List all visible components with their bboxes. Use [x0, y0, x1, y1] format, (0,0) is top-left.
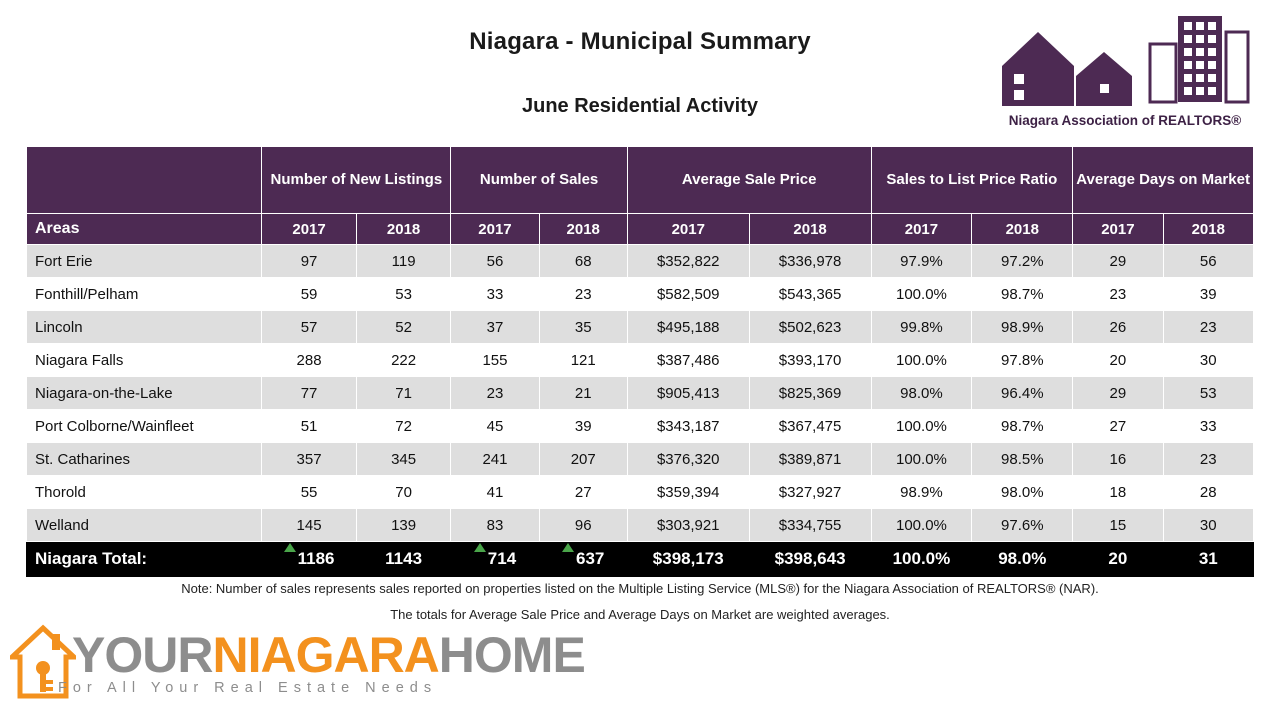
cell: 222: [356, 344, 451, 377]
cell: 35: [539, 311, 627, 344]
cell: $543,365: [749, 278, 871, 311]
total-value: 1186: [297, 549, 335, 568]
total-cell: $398,643: [749, 542, 871, 577]
nar-logo-caption: Niagara Association of REALTORS®: [1008, 113, 1242, 128]
cell: 98.7%: [972, 278, 1073, 311]
cell: 56: [1163, 245, 1253, 278]
cell: $327,927: [749, 476, 871, 509]
cell: $389,871: [749, 443, 871, 476]
header-year-ratio-2017: 2017: [871, 214, 972, 245]
cell: 100.0%: [871, 443, 972, 476]
total-cell: 20: [1073, 542, 1163, 577]
cell: 30: [1163, 509, 1253, 542]
cell: $393,170: [749, 344, 871, 377]
cell: 100.0%: [871, 410, 972, 443]
up-triangle-icon: [284, 543, 296, 552]
cell: $367,475: [749, 410, 871, 443]
cell: 70: [356, 476, 451, 509]
brand-word-niagara: NIAGARA: [212, 627, 439, 683]
cell: $502,623: [749, 311, 871, 344]
header-year-dom-2018: 2018: [1163, 214, 1253, 245]
cell: 207: [539, 443, 627, 476]
cell: 45: [451, 410, 539, 443]
cell: $336,978: [749, 245, 871, 278]
cell: $343,187: [627, 410, 749, 443]
header-year-sales-2017: 2017: [451, 214, 539, 245]
cell: 33: [1163, 410, 1253, 443]
total-cell: [451, 542, 539, 577]
cell: 52: [356, 311, 451, 344]
brand-word-your: YOUR: [72, 627, 213, 683]
row-area-label: Port Colborne/Wainfleet: [27, 410, 262, 443]
nar-logo: [1000, 10, 1250, 130]
cell: 97.6%: [972, 509, 1073, 542]
up-triangle-icon: [474, 543, 486, 552]
row-area-label: St. Catharines: [27, 443, 262, 476]
brand-wordmark: [72, 626, 585, 684]
header-year-ratio-2018: 2018: [972, 214, 1073, 245]
up-triangle-icon: [562, 543, 574, 552]
cell: 55: [262, 476, 357, 509]
cell: 96.4%: [972, 377, 1073, 410]
cell: 29: [1073, 245, 1163, 278]
cell: 59: [262, 278, 357, 311]
table-group-header-row: [27, 147, 1254, 214]
cell: 100.0%: [871, 509, 972, 542]
row-area-label: Niagara-on-the-Lake: [27, 377, 262, 410]
cell: 357: [262, 443, 357, 476]
header-year-listings-2017: 2017: [262, 214, 357, 245]
header-year-dom-2017: 2017: [1073, 214, 1163, 245]
cell: 98.5%: [972, 443, 1073, 476]
page-subtitle: June Residential Activity: [522, 95, 758, 117]
table-row: [27, 410, 1254, 443]
cell: 97: [262, 245, 357, 278]
table-row: [27, 344, 1254, 377]
header-year-listings-2018: 2018: [356, 214, 451, 245]
table-row: [27, 245, 1254, 278]
table-row: [27, 509, 1254, 542]
cell: 30: [1163, 344, 1253, 377]
cell: $376,320: [627, 443, 749, 476]
cell: 98.9%: [972, 311, 1073, 344]
cell: 53: [1163, 377, 1253, 410]
row-area-label: Fonthill/Pelham: [27, 278, 262, 311]
cell: 68: [539, 245, 627, 278]
header-areas: Areas: [27, 214, 262, 245]
note-line-1: Note: Number of sales represents sales reported on properties listed on the Multiple Listing Service (MLS®) for the Niagara Association of REALTORS® (NAR).: [181, 581, 1099, 596]
note-line-2: The totals for Average Sale Price and Average Days on Market are weighted averages.: [390, 607, 890, 622]
cell: $303,921: [627, 509, 749, 542]
cell: $387,486: [627, 344, 749, 377]
cell: 139: [356, 509, 451, 542]
cell: 16: [1073, 443, 1163, 476]
table-row: [27, 443, 1254, 476]
cell: 27: [1073, 410, 1163, 443]
cell: 288: [262, 344, 357, 377]
cell: 23: [539, 278, 627, 311]
cell: 98.0%: [972, 476, 1073, 509]
row-area-label: Lincoln: [27, 311, 262, 344]
cell: 51: [262, 410, 357, 443]
nar-logo-graphic: [1000, 10, 1250, 116]
row-area-label: Thorold: [27, 476, 262, 509]
cell: $905,413: [627, 377, 749, 410]
group-header-average-sale-price: Average Sale Price: [627, 147, 871, 214]
cell: 23: [1163, 311, 1253, 344]
group-header-sales-to-list-ratio: Sales to List Price Ratio: [871, 147, 1073, 214]
cell: 145: [262, 509, 357, 542]
cell: 97.9%: [871, 245, 972, 278]
cell: $825,369: [749, 377, 871, 410]
cell: 39: [539, 410, 627, 443]
cell: 345: [356, 443, 451, 476]
cell: 23: [1073, 278, 1163, 311]
total-cell: [539, 542, 627, 577]
total-cell: [262, 542, 357, 577]
cell: 33: [451, 278, 539, 311]
total-cell: 1143: [356, 542, 451, 577]
cell: 56: [451, 245, 539, 278]
group-header-number-of-sales: Number of Sales: [451, 147, 627, 214]
page-title: Niagara - Municipal Summary: [469, 28, 811, 55]
total-cell: 31: [1163, 542, 1253, 577]
cell: 26: [1073, 311, 1163, 344]
cell: 23: [1163, 443, 1253, 476]
row-area-label: Welland: [27, 509, 262, 542]
cell: 98.9%: [871, 476, 972, 509]
cell: 119: [356, 245, 451, 278]
cell: 27: [539, 476, 627, 509]
header-year-price-2017: 2017: [627, 214, 749, 245]
cell: 20: [1073, 344, 1163, 377]
cell: 98.0%: [871, 377, 972, 410]
table-row: [27, 476, 1254, 509]
group-header-new-listings: Number of New Listings: [262, 147, 451, 214]
cell: $359,394: [627, 476, 749, 509]
cell: $352,822: [627, 245, 749, 278]
cell: 29: [1073, 377, 1163, 410]
total-value: 637: [576, 549, 605, 568]
group-header-average-days-on-market: Average Days on Market: [1073, 147, 1254, 214]
cell: 96: [539, 509, 627, 542]
total-label: Niagara Total:: [27, 542, 262, 577]
total-cell: 100.0%: [871, 542, 972, 577]
cell: 97.2%: [972, 245, 1073, 278]
cell: 39: [1163, 278, 1253, 311]
cell: 21: [539, 377, 627, 410]
cell: 83: [451, 509, 539, 542]
table-total-row: [27, 542, 1254, 577]
row-area-label: Niagara Falls: [27, 344, 262, 377]
cell: 28: [1163, 476, 1253, 509]
total-value: 714: [487, 549, 517, 568]
cell: 41: [451, 476, 539, 509]
municipal-summary-table: [26, 146, 1254, 577]
row-area-label: Fort Erie: [27, 245, 262, 278]
cell: 100.0%: [871, 278, 972, 311]
cell: 97.8%: [972, 344, 1073, 377]
your-niagara-home-logo: [10, 624, 610, 704]
table-row: [27, 311, 1254, 344]
cell: 53: [356, 278, 451, 311]
cell: 37: [451, 311, 539, 344]
group-header-corner: [27, 147, 262, 214]
cell: 99.8%: [871, 311, 972, 344]
brand-tagline: For All Your Real Estate Needs: [58, 680, 438, 696]
cell: 72: [356, 410, 451, 443]
table-year-header-row: [27, 214, 1254, 245]
cell: 18: [1073, 476, 1163, 509]
cell: 23: [451, 377, 539, 410]
cell: 57: [262, 311, 357, 344]
cell: 121: [539, 344, 627, 377]
header-year-price-2018: 2018: [749, 214, 871, 245]
header-year-sales-2018: 2018: [539, 214, 627, 245]
cell: $582,509: [627, 278, 749, 311]
cell: 155: [451, 344, 539, 377]
cell: $495,188: [627, 311, 749, 344]
cell: 241: [451, 443, 539, 476]
cell: 71: [356, 377, 451, 410]
cell: 100.0%: [871, 344, 972, 377]
cell: 98.7%: [972, 410, 1073, 443]
table-row: [27, 278, 1254, 311]
brand-word-home: HOME: [438, 627, 585, 683]
cell: 15: [1073, 509, 1163, 542]
cell: $334,755: [749, 509, 871, 542]
table-row: [27, 377, 1254, 410]
cell: 77: [262, 377, 357, 410]
total-cell: 98.0%: [972, 542, 1073, 577]
total-cell: $398,173: [627, 542, 749, 577]
